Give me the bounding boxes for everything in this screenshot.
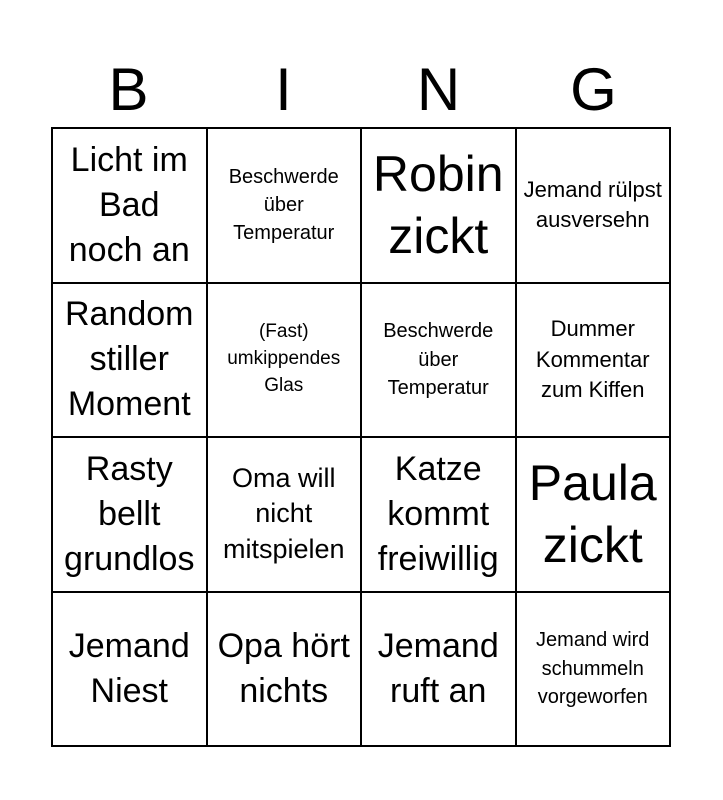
bingo-cell-r4c2[interactable] xyxy=(208,593,363,748)
bingo-header xyxy=(51,52,671,128)
bingo-cell-r1c1[interactable] xyxy=(53,129,208,284)
cell-text: Rasty bellt grundlos xyxy=(64,449,195,578)
bingo-grid xyxy=(51,127,671,747)
bingo-cell-r2c1[interactable] xyxy=(53,284,208,439)
cell-text: Robin zickt xyxy=(372,145,504,265)
cell-text: Jemand ruft an xyxy=(377,626,499,710)
bingo-cell-r4c1[interactable] xyxy=(53,593,208,748)
bingo-cell-r3c4[interactable] xyxy=(517,438,672,593)
cell-text: Paula zickt xyxy=(528,454,657,574)
header-letter-g: G xyxy=(570,56,617,123)
cell-text: Dummer Kommentar zum Kiffen xyxy=(535,316,650,402)
bingo-cell-r2c4[interactable] xyxy=(517,284,672,439)
bingo-cell-r1c3[interactable] xyxy=(362,129,517,284)
cell-text: Beschwerde über Temperatur xyxy=(383,320,494,399)
cell-text: (Fast) umkippendes Glas xyxy=(227,321,341,397)
cell-text: Jemand Niest xyxy=(68,626,190,710)
cell-text: Opa hört nichts xyxy=(217,626,350,710)
bingo-cell-r4c3[interactable] xyxy=(362,593,517,748)
bingo-cell-r2c2[interactable] xyxy=(208,284,363,439)
bingo-cell-r3c2[interactable] xyxy=(208,438,363,593)
bingo-cell-r1c4[interactable] xyxy=(517,129,672,284)
cell-text: Katze kommt freiwillig xyxy=(377,449,499,578)
bingo-cell-r2c3[interactable] xyxy=(362,284,517,439)
header-letter-i: I xyxy=(275,56,292,123)
bingo-cell-r4c4[interactable] xyxy=(517,593,672,748)
bingo-cell-r1c2[interactable] xyxy=(208,129,363,284)
header-letter-b: B xyxy=(108,56,149,123)
bingo-cell-r3c1[interactable] xyxy=(53,438,208,593)
cell-text: Jemand wird schummeln vorgeworfen xyxy=(536,629,650,708)
cell-text: Beschwerde über Temperatur xyxy=(228,165,339,245)
bingo-cell-r3c3[interactable] xyxy=(362,438,517,593)
cell-text: Jemand rülpst ausversehn xyxy=(523,176,662,233)
cell-text: Random stiller Moment xyxy=(64,295,194,424)
cell-text: Licht im Bad noch an xyxy=(68,140,190,269)
header-letter-n: N xyxy=(416,56,461,123)
cell-text: Oma will nicht mitspielen xyxy=(222,462,345,565)
